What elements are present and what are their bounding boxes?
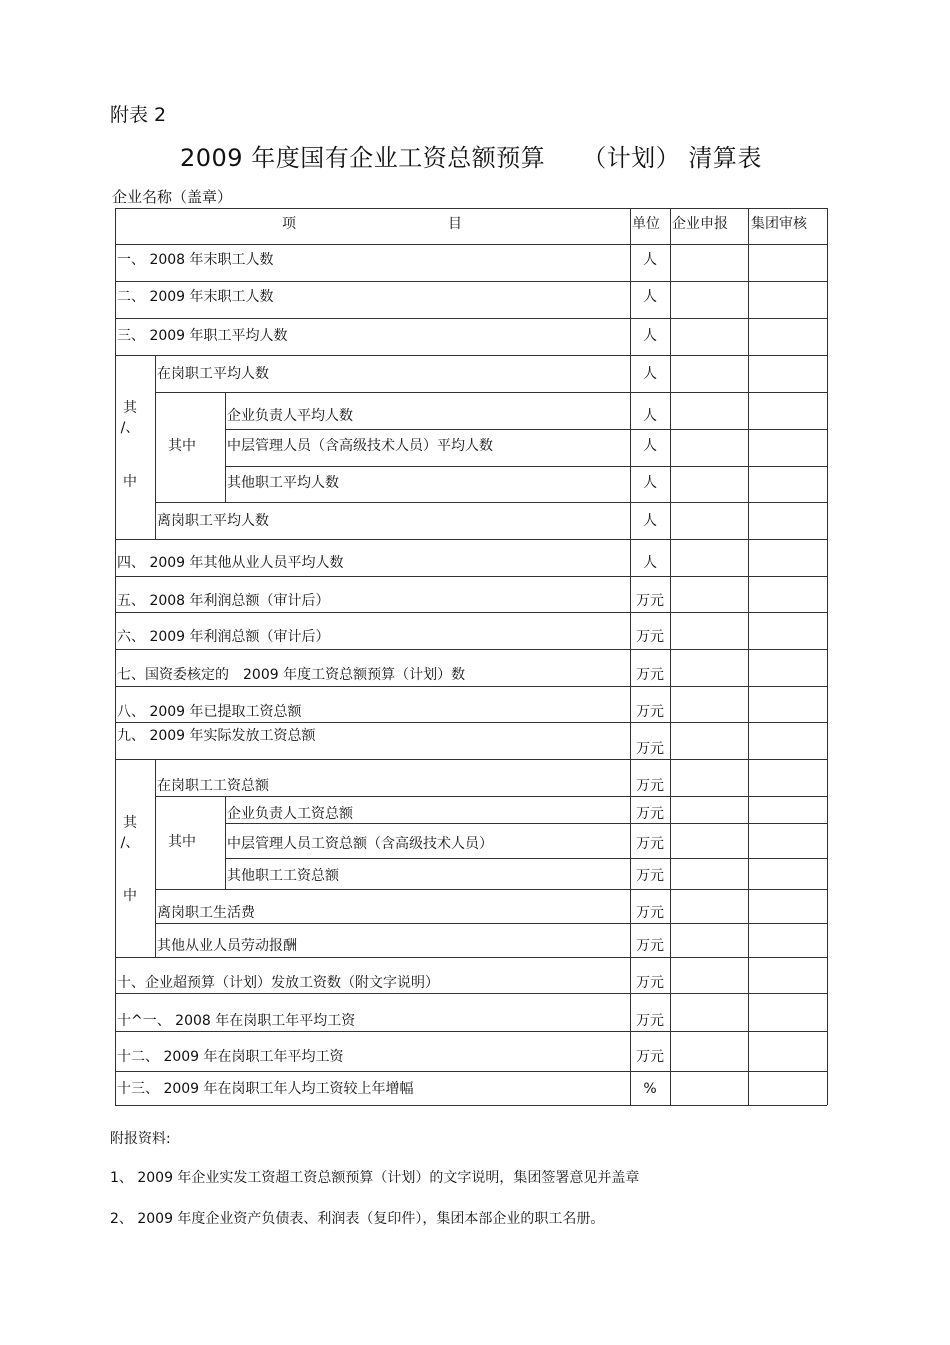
- row-divider: [115, 539, 827, 540]
- row-unit: 万元: [636, 905, 664, 921]
- row-label: 七、国资委核定的 2009 年度工资总额预算（计划）数: [117, 667, 466, 683]
- row-unit: 万元: [636, 593, 664, 609]
- row-divider: [115, 722, 827, 723]
- row-label: 其他从业人员劳动报酬: [157, 938, 297, 954]
- row-divider: [115, 576, 827, 577]
- group-label-zhong: 中: [123, 474, 137, 490]
- table-border-left: [115, 208, 116, 1105]
- attachment-item: 2、 2009 年度企业资产负债表、利润表（复印件），集团本部企业的职工名册。: [110, 1211, 605, 1227]
- row-divider: [115, 1071, 827, 1072]
- row-label: 八、 2009 年已提取工资总额: [117, 704, 302, 720]
- row-label: 在岗职工工资总额: [157, 778, 269, 794]
- row-divider: [225, 823, 827, 824]
- row-unit: 人: [643, 328, 657, 344]
- table-border-right: [827, 208, 828, 1105]
- row-unit: 人: [643, 438, 657, 454]
- row-divider: [115, 244, 827, 245]
- row-unit: 万元: [636, 938, 664, 954]
- row-divider: [115, 993, 827, 994]
- table-border-bottom: [115, 1105, 827, 1106]
- row-label: 二、 2009 年末职工人数: [117, 289, 274, 305]
- row-label: 企业负责人工资总额: [227, 806, 353, 822]
- row-unit: 万元: [636, 868, 664, 884]
- row-divider: [115, 1031, 827, 1032]
- row-unit: 人: [643, 252, 657, 268]
- row-label: 离岗职工平均人数: [157, 513, 269, 529]
- group-label-qi: 其: [123, 815, 137, 831]
- header-item-right: 目: [448, 216, 462, 232]
- row-label: 其他职工工资总额: [227, 868, 339, 884]
- table-border-top: [115, 208, 827, 209]
- review-column-divider: [748, 208, 749, 1105]
- row-divider: [115, 355, 827, 356]
- row-label: 四、 2009 年其他从业人员平均人数: [117, 555, 344, 571]
- header-company-report: 企业申报: [672, 216, 728, 232]
- header-group-review: 集团审核: [751, 216, 807, 232]
- row-label: 在岗职工平均人数: [157, 366, 269, 382]
- attachments-heading: 附报资料:: [110, 1131, 171, 1147]
- row-label: 九、 2009 年实际发放工资总额: [117, 728, 316, 744]
- row-divider: [115, 281, 827, 282]
- row-label: 一、 2008 年末职工人数: [117, 252, 274, 268]
- row-unit: 人: [643, 408, 657, 424]
- row-divider: [115, 759, 827, 760]
- row-label: 十三、 2009 年在岗职工年人均工资较上年增幅: [117, 1081, 414, 1097]
- row-divider: [115, 686, 827, 687]
- row-unit: 万元: [636, 836, 664, 852]
- page-title: 2009 年度国有企业工资总额预算 （计划） 清算表: [180, 144, 762, 172]
- row-divider: [155, 923, 827, 924]
- appendix-label: 附表 2: [110, 104, 167, 126]
- row-unit: %: [643, 1081, 657, 1097]
- row-divider: [115, 318, 827, 319]
- row-divider: [225, 429, 827, 430]
- row-unit: 人: [643, 555, 657, 571]
- company-name-label: 企业名称（盖章）: [112, 188, 233, 206]
- header-item-left: 项: [282, 216, 296, 232]
- row-unit: 万元: [636, 975, 664, 991]
- row-unit: 人: [643, 289, 657, 305]
- row-unit: 人: [643, 475, 657, 491]
- group-label-slash: /、: [120, 420, 140, 436]
- row-unit: 万元: [636, 629, 664, 645]
- row-unit: 万元: [636, 704, 664, 720]
- subgroup-label: 其中: [168, 438, 196, 454]
- subgroup-divider: [225, 796, 226, 889]
- row-label: 企业负责人平均人数: [227, 408, 353, 424]
- row-divider: [225, 858, 827, 859]
- row-unit: 万元: [636, 806, 664, 822]
- row-label: 离岗职工生活费: [157, 905, 255, 921]
- row-unit: 万元: [636, 667, 664, 683]
- report-column-divider: [670, 208, 671, 1105]
- row-label: 五、 2008 年利润总额（审计后）: [117, 593, 330, 609]
- group-divider: [155, 355, 156, 539]
- row-label: 十、企业超预算（计划）发放工资数（附文字说明）: [117, 975, 439, 991]
- subgroup-divider: [225, 392, 226, 502]
- row-unit: 万元: [636, 1049, 664, 1065]
- row-divider: [155, 889, 827, 890]
- row-label: 其他职工平均人数: [227, 475, 339, 491]
- group-divider: [155, 759, 156, 957]
- row-divider: [155, 502, 827, 503]
- row-unit: 人: [643, 366, 657, 382]
- row-unit: 万元: [636, 778, 664, 794]
- row-divider: [155, 392, 827, 393]
- row-unit: 万元: [636, 1013, 664, 1029]
- row-label: 十二、 2009 年在岗职工年平均工资: [117, 1049, 344, 1065]
- row-label: 六、 2009 年利润总额（审计后）: [117, 629, 330, 645]
- subgroup-label: 其中: [168, 834, 196, 850]
- row-unit: 万元: [636, 741, 664, 757]
- attachment-item: 1、 2009 年企业实发工资超工资总额预算（计划）的文字说明，集团签署意见并盖章: [110, 1170, 640, 1186]
- row-divider: [115, 612, 827, 613]
- row-label: 中层管理人员（含高级技术人员）平均人数: [227, 438, 493, 454]
- group-label-zhong: 中: [123, 888, 137, 904]
- row-divider: [115, 649, 827, 650]
- header-unit: 单位: [632, 216, 660, 232]
- row-label: 十^一、 2008 年在岗职工年平均工资: [117, 1013, 356, 1029]
- group-label-slash: /、: [120, 835, 140, 851]
- row-label: 中层管理人员工资总额（含高级技术人员）: [227, 836, 493, 852]
- row-divider: [225, 466, 827, 467]
- row-unit: 人: [643, 513, 657, 529]
- group-label-qi: 其: [123, 400, 137, 416]
- row-label: 三、 2009 年职工平均人数: [117, 328, 288, 344]
- row-divider: [155, 796, 827, 797]
- row-divider: [115, 957, 827, 958]
